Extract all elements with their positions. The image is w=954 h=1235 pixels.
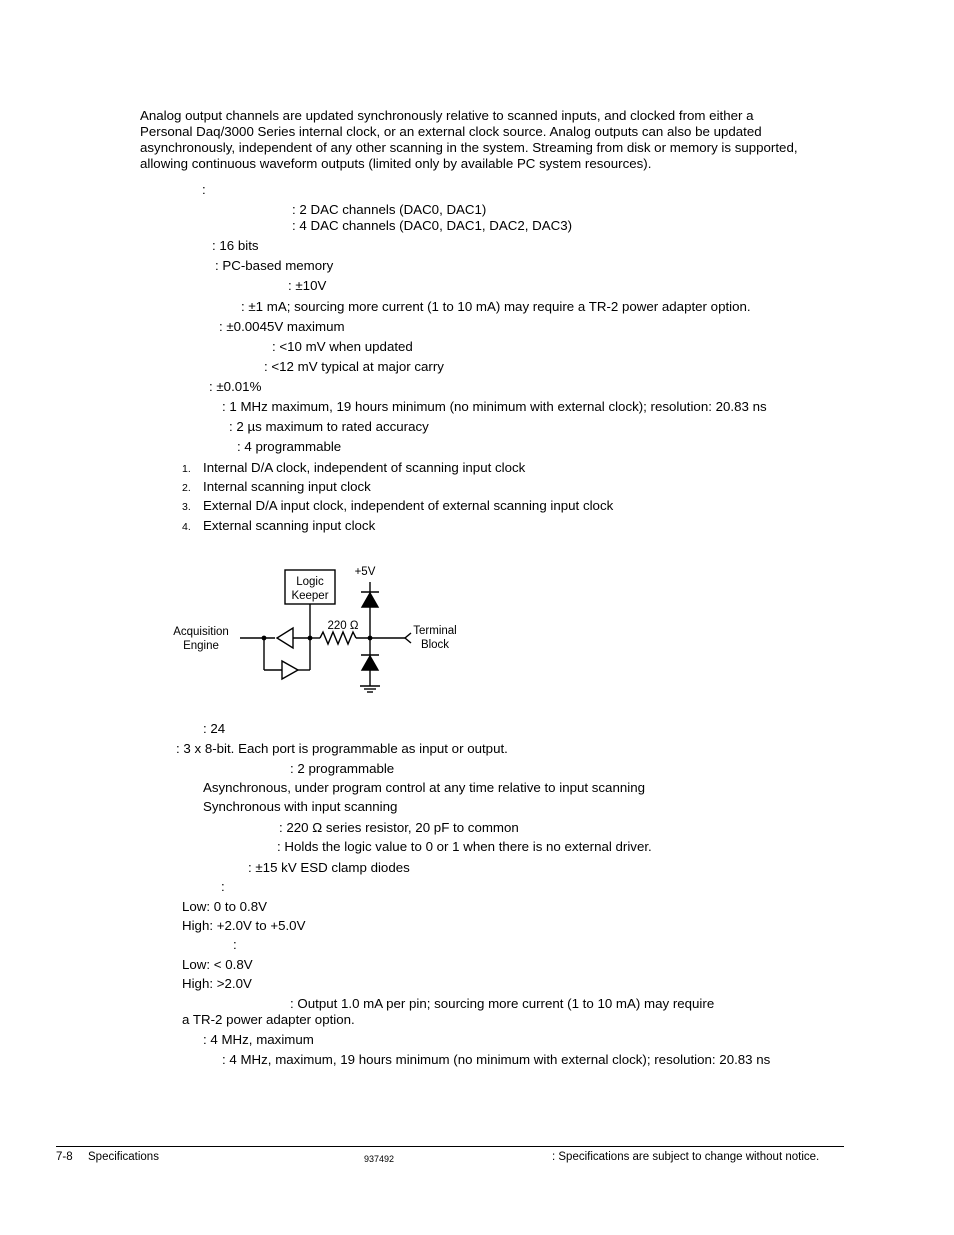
spec-dio-ports: : 3 x 8-bit. Each port is programmable as input or output. (176, 741, 508, 756)
terminal-block-label: Block (420, 639, 450, 651)
buffer-right-symbol (282, 661, 298, 679)
spec-output-high: High: >2.0V (182, 976, 252, 991)
intro-paragraph (140, 108, 845, 172)
list-number: 1. (182, 463, 191, 475)
logic-keeper-label: Keeper (291, 590, 329, 602)
list-item: External scanning input clock (203, 518, 376, 533)
spec-io-timing-async: Asynchronous, under program control at any time relative to input scanning (203, 780, 645, 795)
spec-glitch-updated: : <10 mV when updated (272, 339, 413, 354)
spec-settling: : 2 µs maximum to rated accuracy (229, 419, 429, 434)
intro-line: Analog output channels are updated synchronously relative to scanned inputs, and clocked from either a (140, 108, 754, 123)
spec-io-timing-sync: Synchronous with input scanning (203, 799, 398, 814)
intro-line: Personal Daq/3000 Series internal clock, or an external clock source. Analog outputs can also be updated (140, 124, 762, 139)
spec-accuracy: : ±0.01% (209, 379, 262, 394)
list-number: 4. (182, 521, 191, 533)
intro-line: asynchronously, independent of any other scanning in the system. Streaming from disk or memory is supported, (140, 140, 798, 155)
spec-scan-rate: : 4 MHz, maximum, 19 hours minimum (no minimum with external clock); resolution: 20.83 ns (222, 1052, 771, 1067)
terminal-block-label: Terminal (413, 625, 457, 637)
list-item: Internal D/A clock, independent of scanning input clock (203, 460, 526, 475)
spec-dio-channels: : 24 (203, 721, 226, 736)
spec-memory: : PC-based memory (215, 258, 334, 273)
list-item: Internal scanning input clock (203, 479, 371, 494)
footer-rule (56, 1146, 844, 1147)
spec-output-current: : Output 1.0 mA per pin; sourcing more current (1 to 10 mA) may require (290, 996, 715, 1011)
spec-output-current-cont: a TR-2 power adapter option. (182, 1012, 355, 1027)
resistor-label: 220 Ω (327, 620, 359, 632)
spec-voltage-range: : ±10V (288, 278, 327, 293)
supply-label: +5V (354, 566, 376, 578)
footer-doc-number: 937492 (364, 1154, 395, 1164)
spec-update-rate: : 1 MHz maximum, 19 hours minimum (no minimum with external clock); resolution: 20.83 ns (222, 399, 767, 414)
spec-input-levels-label: : (221, 879, 225, 894)
spec-io-timing: : 2 programmable (290, 761, 395, 776)
spec-offset: : ±0.0045V maximum (219, 319, 345, 334)
spec-sync-rate: : 4 MHz, maximum (203, 1032, 314, 1047)
spec-esd: : ±15 kV ESD clamp diodes (248, 860, 410, 875)
spec-channels-label: : (202, 182, 206, 197)
footer-page-number: 7-8 (56, 1151, 73, 1163)
intro-line: allowing continuous waveform outputs (limited only by available PC system resources). (140, 156, 652, 171)
acquisition-engine-label: Acquisition (173, 626, 229, 638)
spec-resolution: : 16 bits (212, 238, 259, 253)
buffer-left-symbol (277, 628, 293, 648)
spec-input-low: Low: 0 to 0.8V (182, 899, 268, 914)
diode-bottom-symbol (362, 656, 378, 670)
logic-keeper-label: Logic (296, 576, 324, 588)
spec-input-characteristics: : 220 Ω series resistor, 20 pF to common (279, 820, 519, 835)
spec-channels-4dac: : 4 DAC channels (DAC0, DAC1, DAC2, DAC3) (292, 218, 573, 233)
spec-clock-sources: : 4 programmable (237, 439, 342, 454)
digital-io-circuit-diagram (160, 560, 480, 700)
spec-glitch-carry: : <12 mV typical at major carry (264, 359, 444, 374)
footer-section: Specifications (88, 1151, 159, 1163)
spec-channels-2dac: : 2 DAC channels (DAC0, DAC1) (292, 202, 487, 217)
list-item: External D/A input clock, independent of external scanning input clock (203, 498, 614, 513)
spec-current: : ±1 mA; sourcing more current (1 to 10 mA) may require a TR-2 power adapter option. (241, 299, 751, 314)
list-number: 2. (182, 482, 191, 494)
spec-output-levels-label: : (233, 937, 237, 952)
spec-input-high: High: +2.0V to +5.0V (182, 918, 306, 933)
resistor-symbol (320, 632, 356, 644)
list-number: 3. (182, 501, 191, 513)
acquisition-engine-label: Engine (183, 640, 219, 652)
footer-note: : Specifications are subject to change without notice. (552, 1151, 820, 1163)
diode-top-symbol (362, 593, 378, 607)
spec-output-low: Low: < 0.8V (182, 957, 253, 972)
spec-pullup: : Holds the logic value to 0 or 1 when there is no external driver. (277, 839, 652, 854)
